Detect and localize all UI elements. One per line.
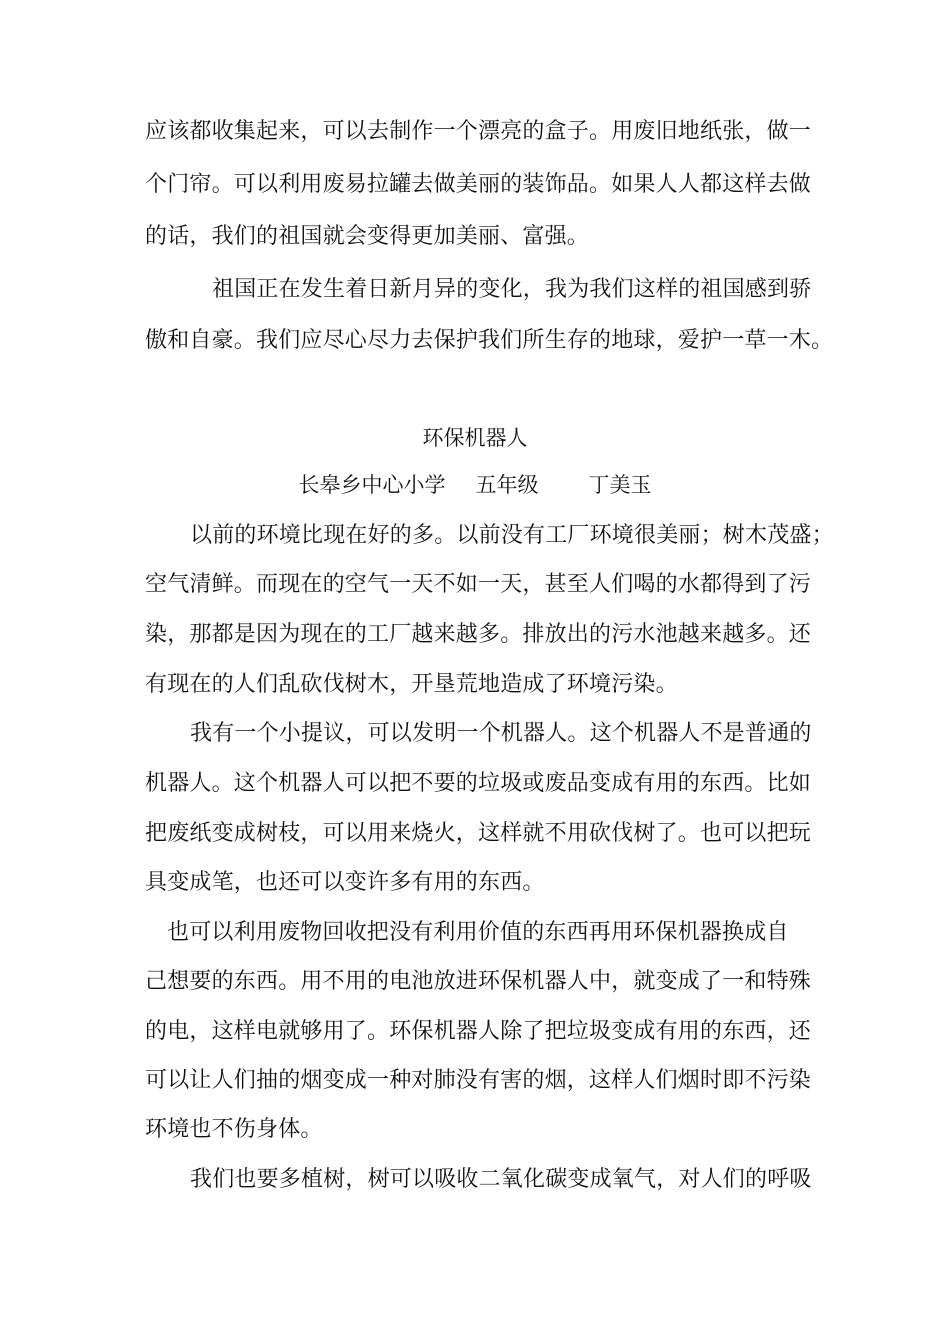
text-line: 的话，我们的祖国就会变得更加美丽、富强。 — [145, 224, 590, 249]
text-line: 以前的环境比现在好的多。以前没有工厂环境很美丽；树木茂盛； — [190, 523, 834, 548]
byline-author: 丁美玉 — [588, 473, 652, 497]
text-line: 具变成笔，也还可以变许多有用的东西。 — [145, 870, 545, 895]
text-line: 染，那都是因为现在的工厂越来越多。排放出的污水池越来越多。还 — [145, 622, 812, 647]
text-line: 有现在的人们乱砍伐树木，开垦荒地造成了环境污染。 — [145, 672, 678, 697]
text-line: 的电，这样电就够用了。环保机器人除了把垃圾变成有用的东西，还 — [145, 1019, 812, 1044]
byline-grade: 五年级 — [475, 473, 539, 497]
essay-title: 环保机器人 — [422, 426, 528, 450]
text-line: 祖国正在发生着日新月异的变化，我为我们这样的祖国感到骄 — [212, 277, 812, 302]
text-line: 机器人。这个机器人可以把不要的垃圾或废品变成有用的东西。比如 — [145, 771, 812, 796]
text-line: 个门帘。可以利用废易拉罐去做美丽的装饰品。如果人人都这样去做 — [145, 172, 812, 197]
text-line: 空气清鲜。而现在的空气一天不如一天，甚至人们喝的水都得到了污 — [145, 572, 812, 597]
text-line: 我有一个小提议，可以发明一个机器人。这个机器人不是普通的 — [190, 721, 812, 746]
text-line: 环境也不伤身体。 — [145, 1117, 323, 1142]
text-line: 傲和自豪。我们应尽心尽力去保护我们所生存的地球，爱护一草一木。 — [145, 328, 834, 353]
text-line: 我们也要多植树，树可以吸收二氧化碳变成氧气，对人们的呼吸 — [190, 1167, 812, 1192]
text-line: 应该都收集起来，可以去制作一个漂亮的盒子。用废旧地纸张，做一 — [145, 119, 812, 144]
byline — [0, 470, 950, 500]
text-line: 也可以利用废物回收把没有利用价值的东西再用环保机器换成自 — [167, 920, 789, 945]
text-line: 把废纸变成树枝，可以用来烧火，这样就不用砍伐树了。也可以把玩 — [145, 821, 812, 846]
text-line: 可以让人们抽的烟变成一种对肺没有害的烟，这样人们烟时即不污染 — [145, 1068, 812, 1093]
text-line: 己想要的东西。用不用的电池放进环保机器人中，就变成了一和特殊 — [145, 969, 812, 994]
byline-school: 长皋乡中心小学 — [298, 473, 446, 497]
